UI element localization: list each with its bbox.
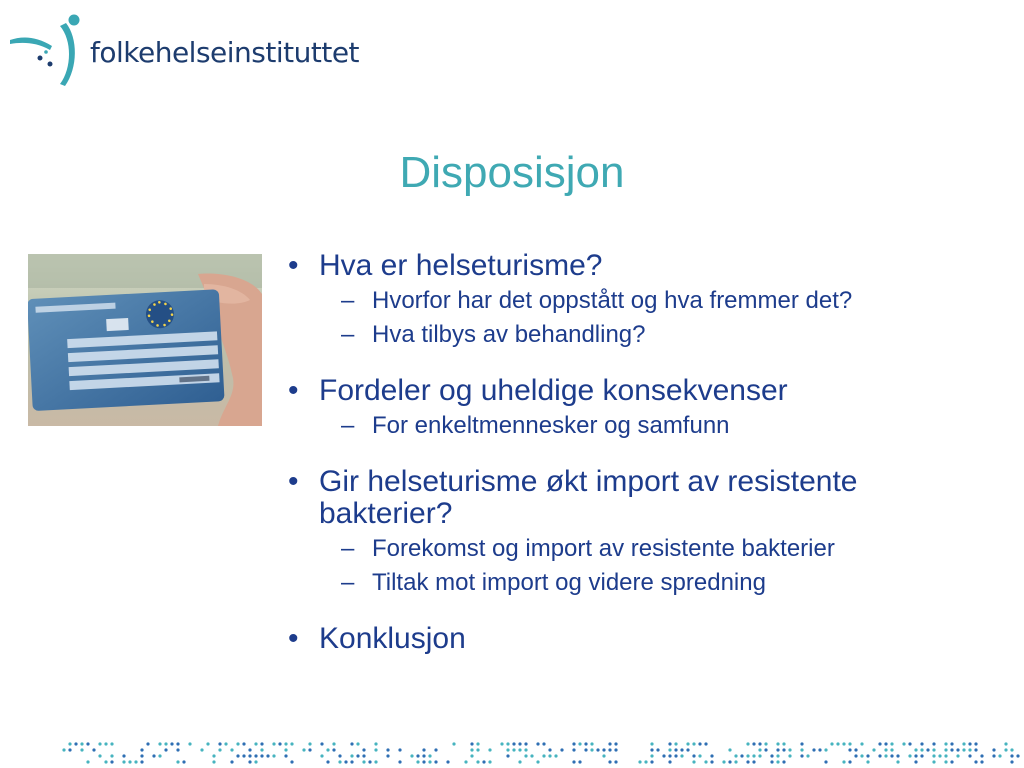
sub-item: [319, 284, 988, 318]
folkehelseinstituttet-logo: [8, 10, 408, 90]
bullet-dot: •: [288, 622, 299, 655]
bullet-dot: •: [288, 249, 299, 282]
logo-figure-icon: [8, 10, 88, 90]
outline-item-label: Konklusjon: [319, 622, 466, 655]
dash-icon: –: [341, 287, 355, 314]
bullet-dot: •: [288, 465, 299, 498]
health-card-photo: [28, 254, 262, 426]
sub-list: [319, 532, 988, 600]
outline-item-label: Hva er helseturisme?: [319, 249, 603, 282]
sub-item-label: Tiltak mot import og videre spredning: [372, 569, 766, 596]
outline-item-label: Fordeler og uheldige konsekvenser: [319, 374, 788, 407]
dash-icon: –: [341, 412, 355, 439]
dash-icon: –: [341, 535, 355, 562]
sub-item-label: Hvorfor har det oppstått og hva fremmer det?: [372, 287, 853, 314]
dash-icon: –: [341, 321, 355, 348]
sub-item: [319, 566, 988, 600]
sub-item: [319, 318, 988, 352]
sub-item-label: For enkeltmennesker og samfunn: [372, 412, 730, 439]
outline-item: [288, 375, 988, 443]
sub-item-label: Hva tilbys av behandling?: [372, 321, 646, 348]
bullet-dot: •: [288, 374, 299, 407]
sub-list: [319, 284, 988, 352]
dash-icon: –: [341, 569, 355, 596]
sub-item: [319, 532, 988, 566]
logo-wordmark: folkehelseinstituttet: [90, 36, 360, 69]
sub-item: [319, 409, 988, 443]
outline-item: [288, 623, 988, 655]
footer-dot-pattern: [60, 740, 1024, 768]
outline-item: [288, 466, 988, 600]
outline-item: [288, 250, 988, 352]
outline-item-label: Gir helseturisme økt import av resistente bakterier?: [319, 465, 858, 530]
slide-title: Disposisjon: [399, 148, 625, 197]
sub-item-label: Forekomst og import av resistente bakterier: [372, 535, 835, 562]
outline-list: [288, 250, 988, 678]
sub-list: [319, 409, 988, 443]
